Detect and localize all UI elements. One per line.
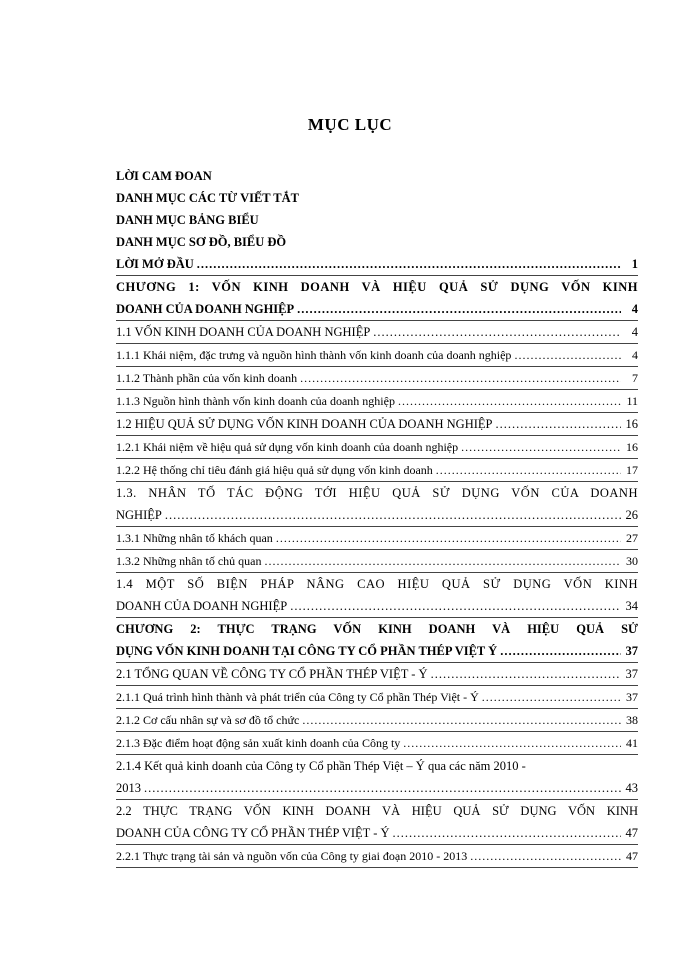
toc-page-number: 37	[625, 667, 638, 681]
toc-entry-text: 1.1.1 Khái niệm, đặc trưng và nguồn hình thành vốn kinh doanh của doanh nghiệp	[116, 348, 512, 362]
toc-entry-text: 1.2 HIỆU QUẢ SỬ DỤNG VỐN KINH DOANH CỦA DOANH NGHIỆP	[116, 417, 493, 431]
toc-entry-1-2-1	[116, 436, 638, 459]
toc-entry-text: 1.2.1 Khái niệm về hiệu quả sử dụng vốn kinh doanh của doanh nghiệp	[116, 440, 459, 454]
toc-entry-1-1-1	[116, 344, 638, 367]
toc-page-number: 16	[625, 417, 638, 431]
toc-page-number: 43	[625, 781, 638, 795]
toc-page-number: 38	[626, 713, 638, 727]
toc-entry-intro	[116, 253, 638, 276]
toc-entry-1-1-3	[116, 390, 638, 413]
dot-leader	[500, 640, 621, 662]
dot-leader	[431, 663, 621, 685]
dot-leader	[373, 321, 621, 343]
toc-page-number: 30	[626, 554, 638, 568]
toc-entry-text: 1.3.2 Những nhân tố chủ quan	[116, 554, 262, 568]
toc-entry-text: 2.1.3 Đặc điểm hoạt động sản xuất kinh doanh của Công ty	[116, 736, 401, 750]
dot-leader	[264, 550, 621, 572]
toc-entry-1-3-1	[116, 527, 638, 550]
toc-chapter-2-line1: CHƯƠNG 2: THỰC TRẠNG VỐN KINH DOANH VÀ HIỆU QUẢ SỬ	[116, 622, 638, 636]
toc-entry-text: 2.1.2 Cơ cấu nhân sự và sơ đồ tổ chức	[116, 713, 300, 727]
dot-leader	[514, 344, 621, 366]
toc-entry-2-1	[116, 663, 638, 686]
toc-page-number: 37	[625, 644, 638, 658]
dot-leader	[165, 504, 621, 526]
toc-entry-text: 1.1 VỐN KINH DOANH CỦA DOANH NGHIỆP	[116, 325, 371, 339]
dot-leader	[470, 845, 621, 867]
toc-entry-text: 1.3.1 Những nhân tố khách quan	[116, 531, 273, 545]
dot-leader	[461, 436, 621, 458]
toc-page-number: 1	[631, 257, 638, 271]
toc-page-number: 26	[625, 508, 638, 522]
toc-entry-1-3-2	[116, 550, 638, 573]
dot-leader	[393, 822, 621, 844]
toc-entry-text: DỤNG VỐN KINH DOANH TẠI CÔNG TY CỔ PHẦN THÉP VIỆT Ý	[116, 644, 498, 658]
toc-entry-text: DOANH CỦA DOANH NGHIỆP	[116, 599, 288, 613]
toc-entry-1-2	[116, 413, 638, 436]
toc-page-number: 34	[625, 599, 638, 613]
toc-entry-text: 1.2.2 Hệ thống chỉ tiêu đánh giá hiệu quả sử dụng vốn kinh doanh	[116, 463, 433, 477]
toc-entry-1-4	[116, 595, 638, 618]
toc-entry-text: LỜI MỞ ĐẦU	[116, 257, 194, 271]
toc-page-number: 4	[631, 302, 638, 316]
toc-entry-1-3-line1: 1.3. NHÂN TỐ TÁC ĐỘNG TỚI HIỆU QUẢ SỬ DỤNG VỐN CỦA DOANH	[116, 486, 638, 500]
dot-leader	[436, 459, 621, 481]
toc-entry-1-1	[116, 321, 638, 344]
dot-leader	[398, 390, 621, 412]
toc-entry-1-4-line1: 1.4 MỘT SỐ BIỆN PHÁP NÂNG CAO HIỆU QUẢ SỬ DỤNG VỐN KINH	[116, 577, 638, 591]
toc-entry-text: 2.1.1 Quá trình hình thành và phát triển của Công ty Cổ phần Thép Việt - Ý	[116, 690, 479, 704]
toc-front-item: DANH MỤC BẢNG BIỂU	[116, 213, 259, 227]
toc-chapter-2	[116, 640, 638, 663]
toc-entry-2-2-line1: 2.2 THỰC TRẠNG VỐN KINH DOANH VÀ HIỆU QUẢ SỬ DỤNG VỐN KINH	[116, 804, 638, 818]
toc-page-number: 7	[632, 371, 638, 385]
table-of-contents	[116, 165, 638, 868]
toc-entry-text: 1.1.3 Nguồn hình thành vốn kinh doanh của doanh nghiệp	[116, 394, 395, 408]
toc-page-number: 27	[626, 531, 638, 545]
toc-page-number: 47	[626, 849, 638, 863]
toc-entry-text: DOANH CỦA CÔNG TY CỔ PHẦN THÉP VIỆT - Ý	[116, 826, 390, 840]
dot-leader	[482, 686, 621, 708]
dot-leader	[302, 709, 621, 731]
dot-leader	[495, 413, 621, 435]
toc-page-number: 4	[632, 348, 638, 362]
toc-entry-text: 1.1.2 Thành phần của vốn kinh doanh	[116, 371, 298, 385]
toc-entry-2-2-1	[116, 845, 638, 868]
toc-page-number: 37	[626, 690, 638, 704]
toc-entry-text: 2.1 TỔNG QUAN VỀ CÔNG TY CỔ PHẦN THÉP VIỆT - Ý	[116, 667, 428, 681]
toc-front-item: LỜI CAM ĐOAN	[116, 169, 212, 183]
toc-front-item: DANH MỤC CÁC TỪ VIẾT TẮT	[116, 191, 300, 205]
toc-entry-2-1-4-line1: 2.1.4 Kết quả kinh doanh của Công ty Cổ phần Thép Việt – Ý qua các năm 2010 -	[116, 759, 526, 773]
toc-page-number: 4	[631, 325, 638, 339]
toc-page-number: 16	[626, 440, 638, 454]
toc-page-number: 11	[626, 394, 638, 408]
toc-page-number: 17	[626, 463, 638, 477]
toc-entry-2-1-3	[116, 732, 638, 755]
dot-leader	[197, 253, 621, 275]
dot-leader	[290, 595, 621, 617]
toc-chapter-1	[116, 298, 638, 321]
toc-entry-text: 2.2.1 Thực trạng tài sản và nguồn vốn của Công ty giai đoạn 2010 - 2013	[116, 849, 468, 863]
dot-leader	[276, 527, 621, 549]
toc-page-number: 47	[625, 826, 638, 840]
toc-entry-1-2-2	[116, 459, 638, 482]
dot-leader	[300, 367, 621, 389]
toc-entry-2-1-4	[116, 777, 638, 800]
toc-page-number: 41	[626, 736, 638, 750]
dot-leader	[144, 777, 621, 799]
toc-entry-2-1-2	[116, 709, 638, 732]
toc-entry-text: DOANH CỦA DOANH NGHIỆP	[116, 302, 295, 316]
toc-chapter-1-line1: CHƯƠNG 1: VỐN KINH DOANH VÀ HIỆU QUẢ SỬ DỤNG VỐN KINH	[116, 280, 638, 294]
page-title: MỤC LỤC	[307, 115, 393, 134]
toc-front-item: DANH MỤC SƠ ĐỒ, BIỂU ĐỒ	[116, 235, 287, 249]
dot-leader	[297, 298, 621, 320]
toc-entry-text: 2013	[116, 781, 141, 795]
toc-entry-1-3	[116, 504, 638, 527]
toc-entry-1-1-2	[116, 367, 638, 390]
toc-entry-2-1-1	[116, 686, 638, 709]
dot-leader	[403, 732, 621, 754]
toc-entry-text: NGHIỆP	[116, 508, 162, 522]
toc-entry-2-2	[116, 822, 638, 845]
